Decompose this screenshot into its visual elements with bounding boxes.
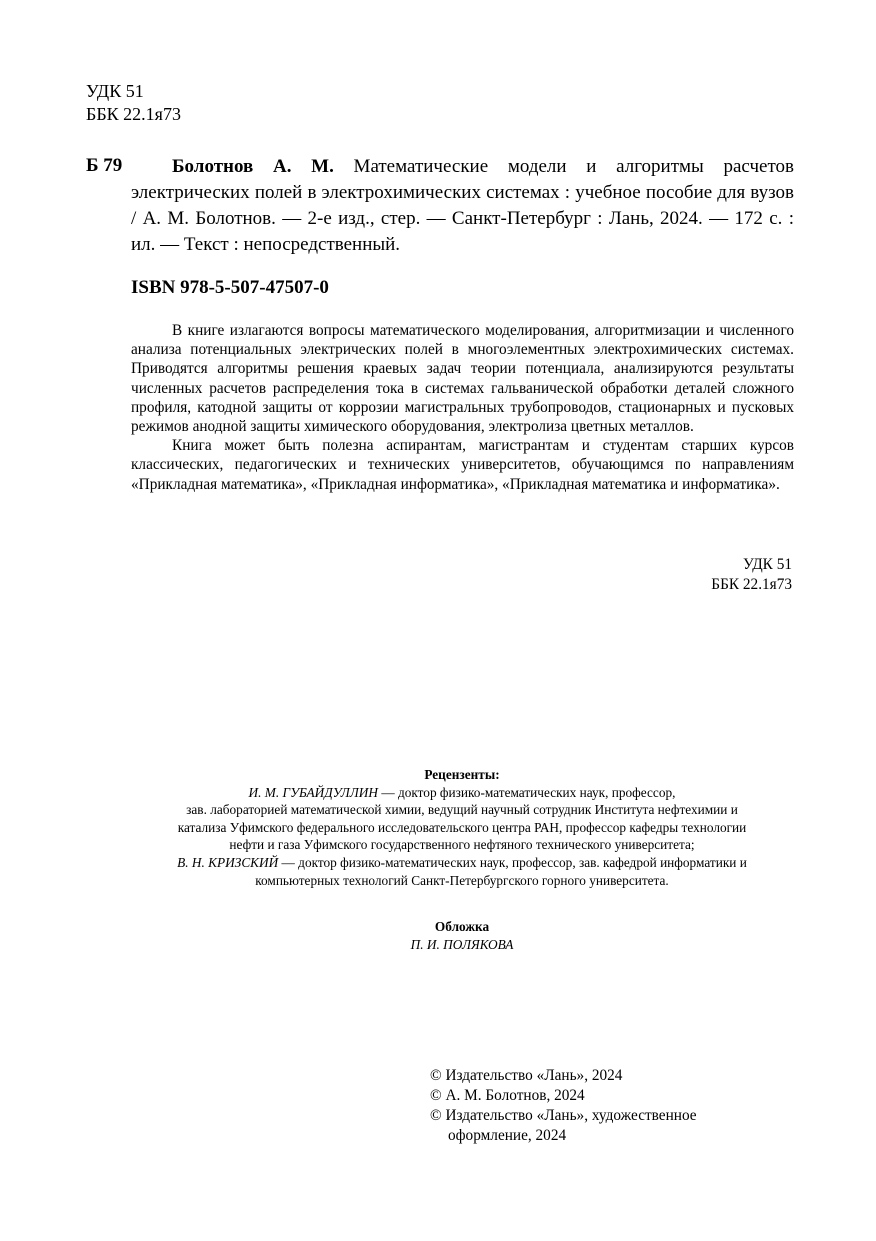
reviewer-line: нефти и газа Уфимского государственного нефтяного технического университета; — [229, 837, 695, 853]
reviewers-heading: Рецензенты: — [424, 767, 500, 782]
reviewer-desc: — доктор физико-математических наук, профессор, — [378, 784, 676, 800]
copyright-line: © Издательство «Лань», художественное — [430, 1107, 697, 1124]
reviewer-line: зав. лабораторией математической химии, ведущий научный сотрудник Института нефтехимии и — [186, 802, 738, 818]
reviewer-line — [86, 784, 838, 802]
reviewer-line: катализа Уфимского федерального исследовательского центра РАН, профессор кафедры технологии — [177, 819, 747, 835]
udk-code: УДК 51 — [742, 556, 792, 573]
bibliographic-description: Математические модели и алгоритмы расчетов электрических полей в электрохимических системах : учебное пособие для вузов / А. М. Болотнов. — 2-е изд., стер. — Санкт-Петербург : Лань, 2024. — 172 с. : ил. — Текст : непосредственный. — [131, 156, 794, 255]
copyright-line: оформление, 2024 — [448, 1127, 567, 1144]
cover-credit — [86, 918, 838, 953]
classification-top — [86, 80, 181, 126]
annotation-paragraph: В книге излагаются вопросы математического моделирования, алгоритмизации и численного анализа потенциальных электрических полей в многоэлементных электрохимических системах. Приводятся алгоритмы решения краевых задач теории потенциала, анализируются результаты численных расчетов распределения тока в системах гальванической обработки деталей сложного профиля, катодной защиты от коррозии магистральных трубопроводов, стационарных и пусковых режимов анодной защиты химического оборудования, электролиза цветных металлов. — [131, 322, 794, 436]
annotation-paragraph: Книга может быть полезна аспирантам, магистрантам и студентам старших курсов классических, педагогических и технических университетов, обучающимся по направлениям «Прикладная математика», «Прикладная информатика», «Прикладная математика и информатика». — [131, 437, 794, 493]
copyright-block — [430, 1066, 810, 1146]
annotation — [131, 321, 794, 494]
isbn: ISBN 978-5-507-47507-0 — [131, 277, 329, 298]
reviewer-desc: — доктор физико-математических наук, профессор, зав. кафедрой информатики и — [278, 854, 747, 870]
classification-bottom — [560, 555, 792, 595]
reviewer-name: В. Н. КРИЗСКИЙ — [177, 854, 279, 870]
bibliographic-record — [131, 154, 794, 258]
udk-code: УДК 51 — [86, 81, 144, 101]
copyright-line: © А. М. Болотнов, 2024 — [430, 1087, 585, 1104]
reviewers — [86, 766, 838, 889]
copyright-line: © Издательство «Лань», 2024 — [430, 1067, 623, 1084]
reviewer-line — [86, 854, 838, 872]
reviewer-name: И. М. ГУБАЙДУЛЛИН — [248, 784, 379, 800]
author-mark: Б 79 — [86, 155, 123, 176]
bbk-code: ББК 22.1я73 — [711, 576, 792, 593]
author-name: Болотнов А. М. — [172, 156, 334, 177]
bbk-code: ББК 22.1я73 — [86, 104, 181, 124]
cover-heading: Обложка — [434, 919, 490, 934]
reviewer-line: компьютерных технологий Санкт-Петербургского горного университета. — [255, 872, 669, 888]
cover-designer: П. И. ПОЛЯКОВА — [410, 936, 514, 952]
